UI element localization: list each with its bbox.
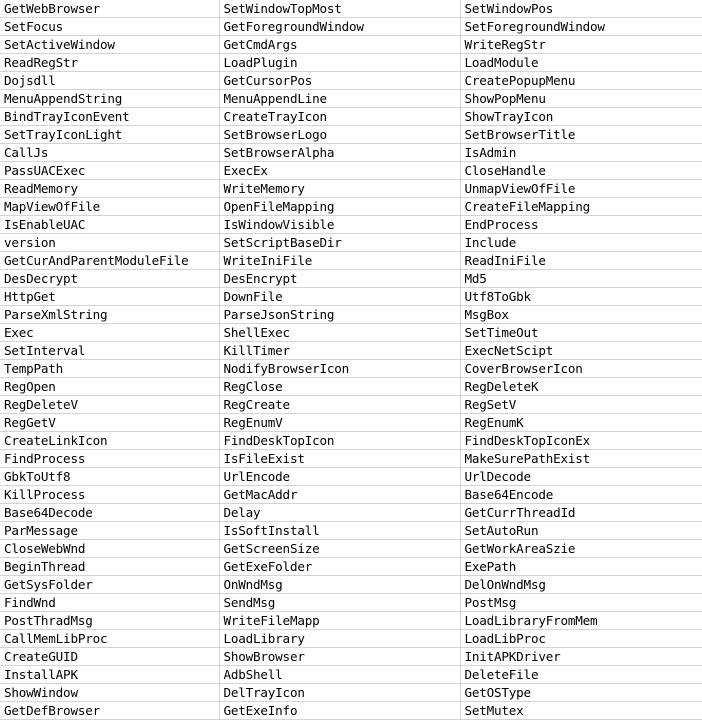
table-row[interactable]	[0, 126, 702, 144]
table-cell[interactable]: UrlEncode	[219, 468, 460, 486]
table-row[interactable]	[0, 288, 702, 306]
table-cell[interactable]: ReadMemory	[0, 180, 219, 198]
table-cell[interactable]: WriteFileMapp	[219, 612, 460, 630]
table-cell[interactable]: SetMutex	[460, 702, 702, 720]
table-row[interactable]	[0, 594, 702, 612]
table-row[interactable]	[0, 486, 702, 504]
table-cell[interactable]: IsFileExist	[219, 450, 460, 468]
table-cell[interactable]: KillTimer	[219, 342, 460, 360]
table-cell[interactable]: Md5	[460, 270, 702, 288]
table-cell[interactable]: GetWorkAreaSzie	[460, 540, 702, 558]
table-cell[interactable]: GetScreenSize	[219, 540, 460, 558]
table-cell[interactable]: GetMacAddr	[219, 486, 460, 504]
table-cell[interactable]: CallMemLibProc	[0, 630, 219, 648]
table-cell[interactable]: FindWnd	[0, 594, 219, 612]
table-row[interactable]	[0, 0, 702, 18]
table-row[interactable]	[0, 36, 702, 54]
table-cell[interactable]: PassUACExec	[0, 162, 219, 180]
table-cell[interactable]: DelOnWndMsg	[460, 576, 702, 594]
table-row[interactable]	[0, 144, 702, 162]
table-cell[interactable]: SetBrowserAlpha	[219, 144, 460, 162]
table-cell[interactable]: BindTrayIconEvent	[0, 108, 219, 126]
table-row[interactable]	[0, 702, 702, 720]
table-row[interactable]	[0, 630, 702, 648]
table-cell[interactable]: Exec	[0, 324, 219, 342]
table-cell[interactable]: CloseWebWnd	[0, 540, 219, 558]
table-cell[interactable]: LoadLibProc	[460, 630, 702, 648]
table-cell[interactable]: ExecNetScipt	[460, 342, 702, 360]
table-row[interactable]	[0, 414, 702, 432]
table-cell[interactable]: IsSoftInstall	[219, 522, 460, 540]
table-row[interactable]	[0, 252, 702, 270]
table-cell[interactable]: SetBrowserLogo	[219, 126, 460, 144]
table-cell[interactable]: WriteRegStr	[460, 36, 702, 54]
table-row[interactable]	[0, 270, 702, 288]
table-cell[interactable]: CreateGUID	[0, 648, 219, 666]
table-row[interactable]	[0, 540, 702, 558]
table-cell[interactable]: FindDeskTopIcon	[219, 432, 460, 450]
table-cell[interactable]: MsgBox	[460, 306, 702, 324]
table-cell[interactable]: UrlDecode	[460, 468, 702, 486]
table-cell[interactable]: CreateFileMapping	[460, 198, 702, 216]
table-cell[interactable]: GetCursorPos	[219, 72, 460, 90]
table-cell[interactable]: ParseJsonString	[219, 306, 460, 324]
table-cell[interactable]: MenuAppendString	[0, 90, 219, 108]
table-cell[interactable]: DownFile	[219, 288, 460, 306]
table-cell[interactable]: ReadRegStr	[0, 54, 219, 72]
table-row[interactable]	[0, 468, 702, 486]
table-cell[interactable]: GetOSType	[460, 684, 702, 702]
table-cell[interactable]: LoadLibraryFromMem	[460, 612, 702, 630]
table-cell[interactable]: CloseHandle	[460, 162, 702, 180]
table-row[interactable]	[0, 612, 702, 630]
table-cell[interactable]: SetWindowTopMost	[219, 0, 460, 18]
table-row[interactable]	[0, 234, 702, 252]
table-row[interactable]	[0, 450, 702, 468]
table-cell[interactable]: GetExeInfo	[219, 702, 460, 720]
table-cell[interactable]: GetWebBrowser	[0, 0, 219, 18]
table-cell[interactable]: RegSetV	[460, 396, 702, 414]
table-cell[interactable]: InstallAPK	[0, 666, 219, 684]
table-row[interactable]	[0, 54, 702, 72]
table-cell[interactable]: ParMessage	[0, 522, 219, 540]
table-cell[interactable]: CallJs	[0, 144, 219, 162]
table-cell[interactable]: KillProcess	[0, 486, 219, 504]
table-cell[interactable]: InitAPKDriver	[460, 648, 702, 666]
table-cell[interactable]: CreateTrayIcon	[219, 108, 460, 126]
table-cell[interactable]: SetFocus	[0, 18, 219, 36]
table-row[interactable]	[0, 306, 702, 324]
table-cell[interactable]: GetCurAndParentModuleFile	[0, 252, 219, 270]
table-cell[interactable]: Dojsdll	[0, 72, 219, 90]
table-row[interactable]	[0, 72, 702, 90]
table-cell[interactable]: ShowBrowser	[219, 648, 460, 666]
table-cell[interactable]: ShowPopMenu	[460, 90, 702, 108]
table-cell[interactable]: UnmapViewOfFile	[460, 180, 702, 198]
table-cell[interactable]: ReadIniFile	[460, 252, 702, 270]
table-row[interactable]	[0, 684, 702, 702]
table-cell[interactable]: SendMsg	[219, 594, 460, 612]
table-cell[interactable]: OpenFileMapping	[219, 198, 460, 216]
table-cell[interactable]: RegEnumK	[460, 414, 702, 432]
table-cell[interactable]: Delay	[219, 504, 460, 522]
table-cell[interactable]: DesEncrypt	[219, 270, 460, 288]
table-cell[interactable]: LoadModule	[460, 54, 702, 72]
table-cell[interactable]: SetForegroundWindow	[460, 18, 702, 36]
table-cell[interactable]: MakeSurePathExist	[460, 450, 702, 468]
table-cell[interactable]: GetForegroundWindow	[219, 18, 460, 36]
table-row[interactable]	[0, 324, 702, 342]
table-cell[interactable]: version	[0, 234, 219, 252]
table-cell[interactable]: ExePath	[460, 558, 702, 576]
table-row[interactable]	[0, 198, 702, 216]
table-cell[interactable]: ParseXmlString	[0, 306, 219, 324]
table-cell[interactable]: LoadLibrary	[219, 630, 460, 648]
table-cell[interactable]: DesDecrypt	[0, 270, 219, 288]
table-cell[interactable]: AdbShell	[219, 666, 460, 684]
table-cell[interactable]: ShellExec	[219, 324, 460, 342]
table-cell[interactable]: DeleteFile	[460, 666, 702, 684]
table-cell[interactable]: ExecEx	[219, 162, 460, 180]
table-cell[interactable]: EndProcess	[460, 216, 702, 234]
table-cell[interactable]: Base64Encode	[460, 486, 702, 504]
table-cell[interactable]: GetDefBrowser	[0, 702, 219, 720]
table-cell[interactable]: GbkToUtf8	[0, 468, 219, 486]
table-cell[interactable]: WriteIniFile	[219, 252, 460, 270]
table-row[interactable]	[0, 522, 702, 540]
table-cell[interactable]: SetWindowPos	[460, 0, 702, 18]
table-cell[interactable]: SetScriptBaseDir	[219, 234, 460, 252]
table-cell[interactable]: RegDeleteK	[460, 378, 702, 396]
table-cell[interactable]: SetAutoRun	[460, 522, 702, 540]
table-cell[interactable]: SetInterval	[0, 342, 219, 360]
table-row[interactable]	[0, 216, 702, 234]
table-row[interactable]	[0, 360, 702, 378]
table-row[interactable]	[0, 90, 702, 108]
table-cell[interactable]: ShowWindow	[0, 684, 219, 702]
table-cell[interactable]: IsAdmin	[460, 144, 702, 162]
table-row[interactable]	[0, 576, 702, 594]
table-row[interactable]	[0, 378, 702, 396]
table-row[interactable]	[0, 396, 702, 414]
table-cell[interactable]: MapViewOfFile	[0, 198, 219, 216]
table-row[interactable]	[0, 432, 702, 450]
table-cell[interactable]: RegEnumV	[219, 414, 460, 432]
table-cell[interactable]: PostMsg	[460, 594, 702, 612]
table-cell[interactable]: FindDeskTopIconEx	[460, 432, 702, 450]
table-cell[interactable]: LoadPlugin	[219, 54, 460, 72]
table-row[interactable]	[0, 342, 702, 360]
table-row[interactable]	[0, 162, 702, 180]
table-cell[interactable]: PostThradMsg	[0, 612, 219, 630]
table-cell[interactable]: SetActiveWindow	[0, 36, 219, 54]
table-cell[interactable]: CoverBrowserIcon	[460, 360, 702, 378]
table-cell[interactable]: SetBrowserTitle	[460, 126, 702, 144]
table-cell[interactable]: OnWndMsg	[219, 576, 460, 594]
table-row[interactable]	[0, 666, 702, 684]
table-cell[interactable]: RegGetV	[0, 414, 219, 432]
table-cell[interactable]: BeginThread	[0, 558, 219, 576]
table-cell[interactable]: MenuAppendLine	[219, 90, 460, 108]
table-cell[interactable]: GetCurrThreadId	[460, 504, 702, 522]
table-cell[interactable]: Base64Decode	[0, 504, 219, 522]
table-row[interactable]	[0, 504, 702, 522]
table-row[interactable]	[0, 108, 702, 126]
table-cell[interactable]: ShowTrayIcon	[460, 108, 702, 126]
table-cell[interactable]: IsWindowVisible	[219, 216, 460, 234]
table-row[interactable]	[0, 648, 702, 666]
table-cell[interactable]: CreateLinkIcon	[0, 432, 219, 450]
table-cell[interactable]: TempPath	[0, 360, 219, 378]
table-cell[interactable]: Include	[460, 234, 702, 252]
table-cell[interactable]: RegOpen	[0, 378, 219, 396]
table-row[interactable]	[0, 558, 702, 576]
table-cell[interactable]: DelTrayIcon	[219, 684, 460, 702]
table-cell[interactable]: RegClose	[219, 378, 460, 396]
table-cell[interactable]: Utf8ToGbk	[460, 288, 702, 306]
table-row[interactable]	[0, 180, 702, 198]
table-cell[interactable]: CreatePopupMenu	[460, 72, 702, 90]
table-cell[interactable]: IsEnableUAC	[0, 216, 219, 234]
table-cell[interactable]: FindProcess	[0, 450, 219, 468]
table-cell[interactable]: GetExeFolder	[219, 558, 460, 576]
table-cell[interactable]: WriteMemory	[219, 180, 460, 198]
table-cell[interactable]: SetTrayIconLight	[0, 126, 219, 144]
table-cell[interactable]: NodifyBrowserIcon	[219, 360, 460, 378]
table-cell[interactable]: GetSysFolder	[0, 576, 219, 594]
table-cell[interactable]: SetTimeOut	[460, 324, 702, 342]
table-cell[interactable]: RegDeleteV	[0, 396, 219, 414]
table-cell[interactable]: GetCmdArgs	[219, 36, 460, 54]
table-row[interactable]	[0, 18, 702, 36]
table-cell[interactable]: HttpGet	[0, 288, 219, 306]
table-cell[interactable]: RegCreate	[219, 396, 460, 414]
